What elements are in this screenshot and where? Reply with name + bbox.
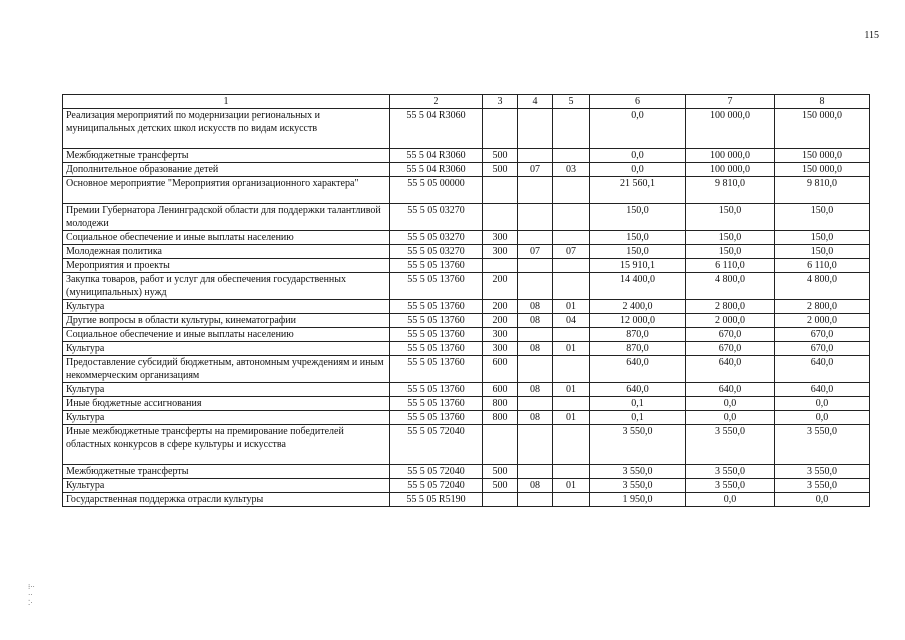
cell-code: 55 5 05 13760 [390,397,483,411]
cell-col5 [553,273,590,300]
cell-col5: 01 [553,479,590,493]
cell-col4 [518,204,553,231]
cell-col6: 150,0 [590,231,686,245]
cell-col3: 300 [483,231,518,245]
cell-col4: 08 [518,314,553,328]
cell-col6: 0,0 [590,109,686,149]
table-row [63,411,870,425]
cell-col5: 01 [553,411,590,425]
cell-col8: 0,0 [775,493,870,507]
table-row [63,300,870,314]
table-row [63,493,870,507]
cell-col5: 01 [553,342,590,356]
cell-col4 [518,465,553,479]
cell-col3: 500 [483,163,518,177]
header-col-7: 7 [686,95,775,109]
cell-name: Культура [63,479,390,493]
cell-name: Основное мероприятие "Мероприятия организационного характера" [63,177,390,204]
table-row [63,231,870,245]
cell-code: 55 5 05 03270 [390,204,483,231]
cell-col4: 08 [518,300,553,314]
table-row [63,356,870,383]
cell-col5 [553,149,590,163]
cell-col6: 150,0 [590,245,686,259]
cell-name: Культура [63,411,390,425]
cell-col4 [518,273,553,300]
cell-code: 55 5 05 13760 [390,383,483,397]
cell-col6: 640,0 [590,383,686,397]
cell-col6: 0,1 [590,397,686,411]
cell-code: 55 5 04 R3060 [390,149,483,163]
cell-col7: 150,0 [686,204,775,231]
cell-col4 [518,231,553,245]
cell-col8: 640,0 [775,383,870,397]
cell-col8: 0,0 [775,411,870,425]
cell-col4 [518,328,553,342]
cell-col4: 07 [518,163,553,177]
cell-code: 55 5 05 00000 [390,177,483,204]
cell-col4 [518,109,553,149]
cell-col8: 2 800,0 [775,300,870,314]
cell-col4 [518,425,553,465]
table-row [63,163,870,177]
cell-col4: 07 [518,245,553,259]
cell-name: Премии Губернатора Ленинградской области для поддержки талантливой молодежи [63,204,390,231]
cell-col5 [553,397,590,411]
cell-col6: 1 950,0 [590,493,686,507]
cell-col7: 3 550,0 [686,465,775,479]
cell-col5: 01 [553,300,590,314]
cell-col7: 670,0 [686,328,775,342]
cell-code: 55 5 05 13760 [390,411,483,425]
header-col-8: 8 [775,95,870,109]
cell-col7: 100 000,0 [686,163,775,177]
table-row [63,314,870,328]
cell-code: 55 5 05 72040 [390,479,483,493]
cell-col7: 640,0 [686,383,775,397]
cell-col7: 100 000,0 [686,109,775,149]
cell-code: 55 5 05 13760 [390,356,483,383]
header-col-1: 1 [63,95,390,109]
cell-col6: 21 560,1 [590,177,686,204]
cell-col8: 3 550,0 [775,479,870,493]
cell-code: 55 5 04 R3060 [390,109,483,149]
cell-col4 [518,259,553,273]
table-row [63,397,870,411]
cell-col8: 150,0 [775,231,870,245]
cell-col8: 670,0 [775,342,870,356]
cell-name: Молодежная политика [63,245,390,259]
budget-table [62,94,870,507]
cell-col8: 9 810,0 [775,177,870,204]
cell-col3: 500 [483,479,518,493]
cell-col8: 150 000,0 [775,149,870,163]
cell-col3 [483,425,518,465]
cell-code: 55 5 05 13760 [390,314,483,328]
cell-col4: 08 [518,383,553,397]
table-row [63,383,870,397]
table-row [63,328,870,342]
cell-col6: 3 550,0 [590,465,686,479]
table-row [63,245,870,259]
cell-col4 [518,356,553,383]
cell-col8: 2 000,0 [775,314,870,328]
cell-col5 [553,493,590,507]
table-row [63,109,870,149]
cell-col6: 870,0 [590,328,686,342]
cell-col3: 300 [483,245,518,259]
cell-col7: 0,0 [686,411,775,425]
table-row [63,259,870,273]
cell-col8: 150 000,0 [775,163,870,177]
cell-col3 [483,204,518,231]
cell-col7: 2 000,0 [686,314,775,328]
cell-col3: 200 [483,300,518,314]
header-col-6: 6 [590,95,686,109]
cell-name: Закупка товаров, работ и услуг для обеспечения государственных (муниципальных) нужд [63,273,390,300]
cell-col6: 640,0 [590,356,686,383]
cell-col5: 01 [553,383,590,397]
cell-col3: 300 [483,328,518,342]
cell-code: 55 5 04 R3060 [390,163,483,177]
cell-col8: 150,0 [775,204,870,231]
cell-col6: 870,0 [590,342,686,356]
cell-col3 [483,177,518,204]
cell-name: Иные бюджетные ассигнования [63,397,390,411]
cell-col8: 150 000,0 [775,109,870,149]
cell-col5 [553,204,590,231]
cell-code: 55 5 05 03270 [390,245,483,259]
cell-name: Культура [63,383,390,397]
cell-col8: 0,0 [775,397,870,411]
table-row [63,204,870,231]
cell-name: Социальное обеспечение и иные выплаты населению [63,231,390,245]
cell-col6: 0,0 [590,149,686,163]
cell-name: Мероприятия и проекты [63,259,390,273]
cell-name: Государственная поддержка отрасли культуры [63,493,390,507]
header-col-4: 4 [518,95,553,109]
cell-col4 [518,177,553,204]
cell-col8: 3 550,0 [775,465,870,479]
cell-col8: 150,0 [775,245,870,259]
cell-col5: 04 [553,314,590,328]
table-row [63,479,870,493]
page-number: 115 [864,30,879,41]
cell-col6: 3 550,0 [590,425,686,465]
cell-code: 55 5 05 13760 [390,300,483,314]
cell-col3 [483,109,518,149]
cell-col7: 6 110,0 [686,259,775,273]
cell-code: 55 5 05 R5190 [390,493,483,507]
cell-col3 [483,493,518,507]
cell-col4: 08 [518,342,553,356]
cell-col7: 150,0 [686,231,775,245]
header-col-2: 2 [390,95,483,109]
header-col-3: 3 [483,95,518,109]
cell-name: Культура [63,342,390,356]
cell-code: 55 5 05 13760 [390,273,483,300]
cell-col5 [553,465,590,479]
cell-col7: 2 800,0 [686,300,775,314]
cell-col7: 4 800,0 [686,273,775,300]
cell-col8: 4 800,0 [775,273,870,300]
cell-col7: 150,0 [686,245,775,259]
margin-scan-marks: ⁝·· ·· ⁚· [28,583,35,607]
cell-code: 55 5 05 72040 [390,425,483,465]
cell-code: 55 5 05 03270 [390,231,483,245]
header-col-5: 5 [553,95,590,109]
cell-col6: 12 000,0 [590,314,686,328]
cell-col7: 0,0 [686,397,775,411]
cell-col6: 3 550,0 [590,479,686,493]
cell-col8: 3 550,0 [775,425,870,465]
table-row [63,342,870,356]
cell-name: Межбюджетные трансферты [63,465,390,479]
cell-col6: 15 910,1 [590,259,686,273]
cell-col3: 200 [483,273,518,300]
cell-col8: 670,0 [775,328,870,342]
cell-col4 [518,149,553,163]
cell-col4 [518,397,553,411]
cell-col4 [518,493,553,507]
cell-col8: 6 110,0 [775,259,870,273]
cell-code: 55 5 05 13760 [390,328,483,342]
cell-col5: 03 [553,163,590,177]
cell-col5 [553,259,590,273]
table-body [63,109,870,507]
cell-col7: 100 000,0 [686,149,775,163]
cell-col3: 800 [483,397,518,411]
cell-name: Межбюджетные трансферты [63,149,390,163]
cell-col3: 800 [483,411,518,425]
cell-col5 [553,231,590,245]
cell-col3: 200 [483,314,518,328]
cell-name: Культура [63,300,390,314]
cell-code: 55 5 05 13760 [390,342,483,356]
cell-col3: 500 [483,149,518,163]
cell-col5 [553,109,590,149]
cell-col6: 150,0 [590,204,686,231]
cell-col3: 600 [483,383,518,397]
cell-col3: 500 [483,465,518,479]
cell-col5 [553,356,590,383]
table-row [63,149,870,163]
cell-col7: 9 810,0 [686,177,775,204]
cell-code: 55 5 05 13760 [390,259,483,273]
table-row [63,465,870,479]
cell-name: Социальное обеспечение и иные выплаты населению [63,328,390,342]
cell-col6: 14 400,0 [590,273,686,300]
cell-name: Иные межбюджетные трансферты на премирование победителей областных конкурсов в сфере культуры и искусства [63,425,390,465]
cell-col4: 08 [518,479,553,493]
cell-col7: 670,0 [686,342,775,356]
cell-col6: 2 400,0 [590,300,686,314]
cell-name: Дополнительное образование детей [63,163,390,177]
cell-name: Предоставление субсидий бюджетным, автономным учреждениям и иным некоммерческим организациям [63,356,390,383]
cell-col7: 640,0 [686,356,775,383]
cell-col7: 3 550,0 [686,425,775,465]
table-row [63,273,870,300]
cell-col5 [553,328,590,342]
table-header-row [63,95,870,109]
cell-col6: 0,1 [590,411,686,425]
cell-col5 [553,425,590,465]
table-row [63,425,870,465]
table-row [63,177,870,204]
cell-col7: 3 550,0 [686,479,775,493]
cell-col6: 0,0 [590,163,686,177]
cell-col5: 07 [553,245,590,259]
cell-col4: 08 [518,411,553,425]
cell-col3: 300 [483,342,518,356]
cell-col3: 600 [483,356,518,383]
cell-name: Другие вопросы в области культуры, кинематографии [63,314,390,328]
cell-name: Реализация мероприятий по модернизации региональных и муниципальных детских школ искусств по видам искусств [63,109,390,149]
cell-col3 [483,259,518,273]
cell-col8: 640,0 [775,356,870,383]
cell-col7: 0,0 [686,493,775,507]
cell-col5 [553,177,590,204]
cell-code: 55 5 05 72040 [390,465,483,479]
